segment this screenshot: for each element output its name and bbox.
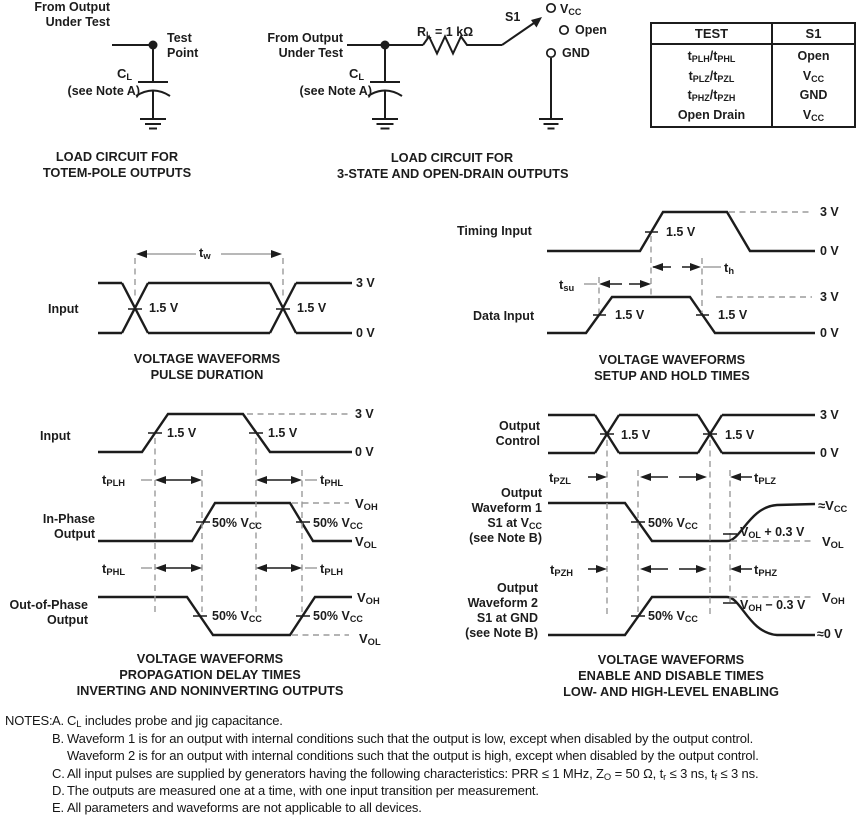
enable-disable-caption: VOLTAGE WAVEFORMS ENABLE AND DISABLE TIMES LOW- AND HIGH-LEVEL ENABLING [563,652,779,699]
cl-capacitor-label-2: $C_L$ [349,66,365,83]
note-b-letter: B. [52,731,64,746]
rl-resistor-label: $R_L = 1$ kΩ [417,25,474,41]
approx-0v-label: ≈0 V [817,627,843,641]
level-3v-prop: 3 V [355,407,374,421]
50pct-vcc-wf1: 50% $V_{CC}$ [648,516,698,532]
voh-outphase-label: $V_{OH}$ [357,590,380,607]
table-col-test [652,45,773,126]
threshold-15v-control-left: 1.5 V [621,428,651,442]
tpzl-label: $t_{PZL}$ [549,470,571,487]
threshold-15v-label-left: 1.5 V [149,301,179,315]
voh-minus-03v-label: $V_{OH} - 0.3$ V [740,598,806,614]
three-state-caption: LOAD CIRCUIT FOR 3-STATE AND OPEN-DRAIN OUTPUTS [337,150,569,181]
input-signal-label: Input [48,302,79,316]
output-waveform-2-label: Output Waveform 2 S1 at GND (see Note B) [465,581,538,640]
tphz-label: $t_{PHZ}$ [754,562,778,579]
data-input-label: Data Input [473,309,535,323]
vol-outphase-label: $V_{OL}$ [359,631,381,648]
50pct-vcc-wf2: 50% $V_{CC}$ [648,609,698,625]
table-cell-test-0: $t_{PLH}/t_{PHL}$ [687,48,736,64]
tpzh-label: $t_{PZH}$ [550,562,574,579]
tw-label: $t_w$ [199,245,211,262]
level-0v-label: 0 V [356,326,375,340]
level-0v-prop: 0 V [355,445,374,459]
table-cell-test-1: $t_{PLZ}/t_{PZL}$ [688,68,735,84]
level-0v-timing: 0 V [820,244,839,258]
50pct-vcc-inphase-right: 50% $V_{CC}$ [313,516,363,532]
50pct-vcc-inphase-left: 50% $V_{CC}$ [212,516,262,532]
table-header-test: TEST [652,24,773,43]
table-cell-s1-0: Open [797,48,830,63]
table-cell-s1-1: $V_{CC}$ [802,68,825,84]
note-a-letter: A. [52,713,64,728]
threshold-15v-timing: 1.5 V [666,225,696,239]
approx-vcc-label: $\approx V_{CC}$ [818,498,848,515]
vol-inphase-label: $V_{OL}$ [355,534,377,551]
output-control-waveform [548,415,815,453]
level-3v-control: 3 V [820,408,839,422]
tplh-label-row1: $t_{PLH}$ [102,472,126,489]
table-col-s1 [773,45,854,126]
level-3v-label: 3 V [356,276,375,290]
notes-heading: NOTES: [5,713,53,728]
tsu-label: $t_{su}$ [559,277,575,294]
table-cell-test-3: Open Drain [677,108,746,123]
tplz-label: $t_{PLZ}$ [754,470,776,487]
out-of-phase-output-label: Out-of-Phase Output [9,598,88,627]
switch-terminal-vcc [547,4,555,12]
totem-pole-caption: LOAD CIRCUIT FOR TOTEM-POLE OUTPUTS [42,149,192,180]
switch-position-vcc-label: $V_{CC}$ [560,2,582,18]
th-label: $t_h$ [724,260,735,277]
note-c-letter: C. [52,766,65,781]
output-control-label: Output Control [495,419,540,448]
note-d-letter: D. [52,783,65,798]
50pct-vcc-outphase-left: 50% $V_{CC}$ [212,609,262,625]
pulse-duration-caption: VOLTAGE WAVEFORMS PULSE DURATION [133,351,281,382]
50pct-vcc-outphase-right: 50% $V_{CC}$ [313,609,363,625]
note-b-text-line1: Waveform 1 is for an output with internal conditions such that the output is low, except when disabled by the output control. [67,731,754,746]
note-a-text: $C_L$ includes probe and jig capacitance. [67,713,283,730]
switch-terminal-open [560,26,568,34]
tplh-label-row2: $t_{PLH}$ [320,561,344,578]
level-0v-data: 0 V [820,326,839,340]
note-b-text-line2: Waveform 2 is for an output with internal conditions such that the output is high, except when disabled by the output control. [67,748,759,763]
table-cell-s1-2: GND [799,88,828,103]
note-d-text: The outputs are measured one at a time, with one input transition per measurement. [67,783,539,798]
note-e-text: All parameters and waveforms are not applicable to all devices. [67,800,422,815]
test-point-label: Test Point [167,31,199,60]
cl-capacitor-label: $C_L$ [117,66,133,83]
from-output-under-test-label: From Output Under Test [34,0,110,29]
table-cell-test-2: $t_{PHZ}/t_{PZH}$ [687,88,736,104]
prop-delay-caption: VOLTAGE WAVEFORMS PROPAGATION DELAY TIMES INVERTING AND NONINVERTING OUTPUTS [76,651,344,698]
threshold-15v-prop-right: 1.5 V [268,426,298,440]
s1-switch-label: S1 [505,10,521,24]
test-point-node [149,41,158,50]
switch-terminal-gnd [547,49,555,57]
threshold-15v-label-right: 1.5 V [297,301,327,315]
in-phase-output-label: In-Phase Output [42,512,95,541]
output-node [381,41,390,50]
voh-wf2-label: $V_{OH}$ [822,590,845,607]
table-cell-s1-3: $V_{CC}$ [802,108,825,124]
switch-position-open-label: Open [575,23,607,37]
threshold-15v-prop-left: 1.5 V [167,426,197,440]
setup-hold-caption: VOLTAGE WAVEFORMS SETUP AND HOLD TIMES [594,352,750,383]
note-e-letter: E. [52,800,64,815]
timing-input-label: Timing Input [457,224,532,238]
switch-arrowhead [531,17,542,28]
input-signal-label-2: Input [40,429,71,443]
threshold-15v-control-right: 1.5 V [725,428,755,442]
see-note-a-label-2: (see Note A) [299,84,372,98]
voh-inphase-label: $V_{OH}$ [355,496,378,513]
threshold-ticks-and-arrow-shafts [128,232,755,616]
table-header-s1: S1 [805,26,822,41]
vol-plus-03v-label: $V_{OL} + 0.3$ V [740,525,805,541]
level-3v-timing: 3 V [820,205,839,219]
level-0v-control: 0 V [820,446,839,460]
output-waveform-1-label: Output Waveform 1 S1 at $V_{CC}$ (see Note B) [469,486,542,545]
from-output-under-test-label-2: From Output Under Test [267,31,343,60]
threshold-15v-data-right: 1.5 V [718,308,748,322]
s1-test-table [650,22,856,128]
threshold-15v-data-left: 1.5 V [615,308,645,322]
tphl-label-row1: $t_{PHL}$ [320,472,344,489]
see-note-a-label: (see Note A) [67,84,140,98]
tphl-label-row2: $t_{PHL}$ [102,561,126,578]
level-3v-data: 3 V [820,290,839,304]
vol-wf1-label: $V_{OL}$ [822,534,844,551]
switch-position-gnd-label: GND [562,46,590,60]
note-c-text: All input pulses are supplied by generators having the following characteristics: PRR ≤ 1 MHz, $Z_O = 50$ Ω, $t_r \le 3$ ns, $t_f \le 3$ ns. [67,766,759,783]
